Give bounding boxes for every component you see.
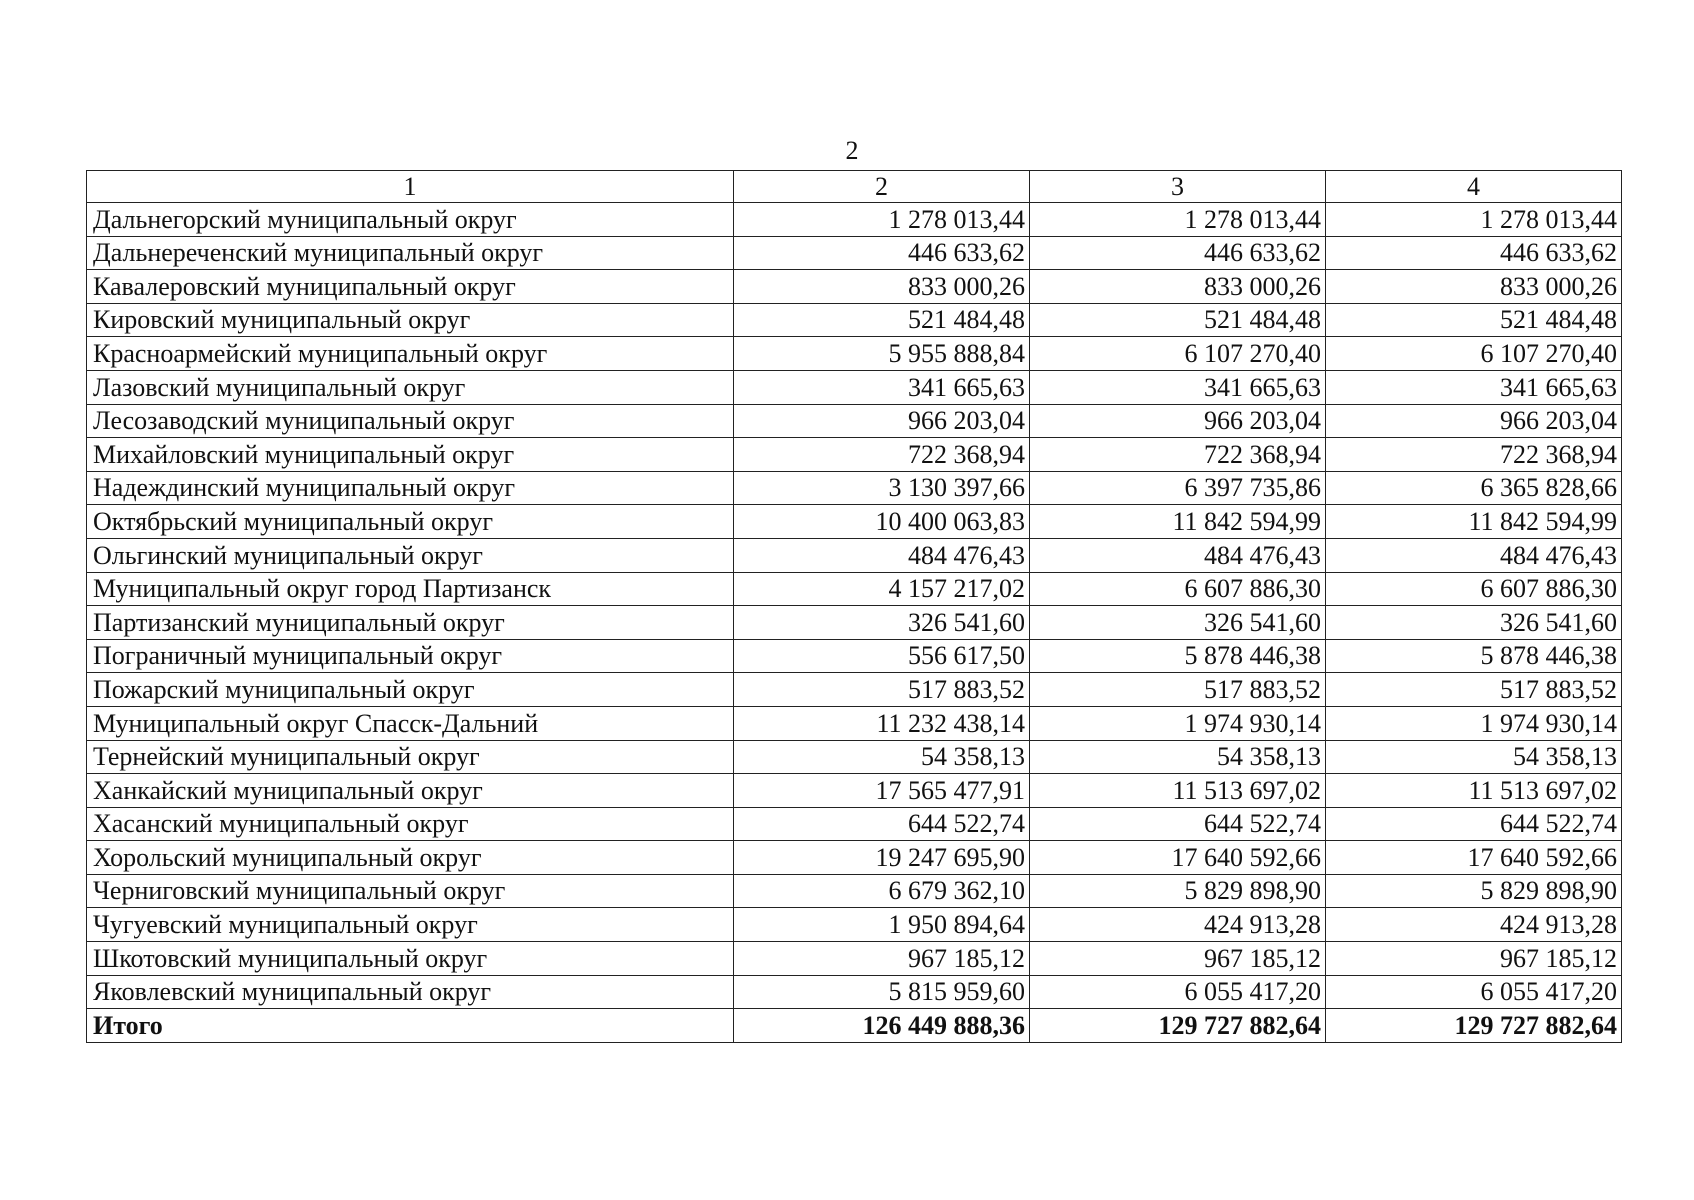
- value-cell-col2: 10 400 063,83: [734, 505, 1030, 539]
- value-cell-col2: 5 815 959,60: [734, 975, 1030, 1009]
- table-row: [87, 337, 1622, 371]
- table-row: [87, 438, 1622, 472]
- table-row: [87, 807, 1622, 841]
- value-cell-col4: 722 368,94: [1326, 438, 1622, 472]
- total-value-col4: 129 727 882,64: [1326, 1009, 1622, 1043]
- value-cell-col2: 341 665,63: [734, 370, 1030, 404]
- header-cell-4: 4: [1326, 171, 1622, 203]
- value-cell-col4: 644 522,74: [1326, 807, 1622, 841]
- value-cell-col4: 17 640 592,66: [1326, 841, 1622, 875]
- value-cell-col4: 341 665,63: [1326, 370, 1622, 404]
- table-row: [87, 236, 1622, 270]
- page-number: 2: [845, 136, 859, 165]
- municipality-name-cell: Муниципальный округ Спасск-Дальний: [87, 706, 734, 740]
- value-cell-col4: 5 878 446,38: [1326, 639, 1622, 673]
- municipality-name-cell: Дальнегорский муниципальный округ: [87, 203, 734, 237]
- value-cell-col2: 966 203,04: [734, 404, 1030, 438]
- value-cell-col4: 54 358,13: [1326, 740, 1622, 774]
- municipality-name-cell: Партизанский муниципальный округ: [87, 606, 734, 640]
- value-cell-col4: 967 185,12: [1326, 942, 1622, 976]
- value-cell-col3: 644 522,74: [1030, 807, 1326, 841]
- table-row: [87, 203, 1622, 237]
- value-cell-col4: 6 107 270,40: [1326, 337, 1622, 371]
- value-cell-col2: 722 368,94: [734, 438, 1030, 472]
- total-row: [87, 1009, 1622, 1043]
- value-cell-col4: 966 203,04: [1326, 404, 1622, 438]
- value-cell-col4: 424 913,28: [1326, 908, 1622, 942]
- table-row: [87, 404, 1622, 438]
- value-cell-col3: 6 607 886,30: [1030, 572, 1326, 606]
- value-cell-col2: 446 633,62: [734, 236, 1030, 270]
- value-cell-col3: 341 665,63: [1030, 370, 1326, 404]
- municipality-name-cell: Яковлевский муниципальный округ: [87, 975, 734, 1009]
- table-row: [87, 908, 1622, 942]
- municipality-name-cell: Чугуевский муниципальный округ: [87, 908, 734, 942]
- value-cell-col2: 517 883,52: [734, 673, 1030, 707]
- table-row: [87, 606, 1622, 640]
- value-cell-col3: 484 476,43: [1030, 538, 1326, 572]
- value-cell-col2: 967 185,12: [734, 942, 1030, 976]
- value-cell-col3: 54 358,13: [1030, 740, 1326, 774]
- header-cell-3: 3: [1030, 171, 1326, 203]
- value-cell-col2: 5 955 888,84: [734, 337, 1030, 371]
- municipality-name-cell: Ольгинский муниципальный округ: [87, 538, 734, 572]
- value-cell-col4: 6 055 417,20: [1326, 975, 1622, 1009]
- value-cell-col2: 54 358,13: [734, 740, 1030, 774]
- table-body: [87, 203, 1622, 1043]
- value-cell-col3: 6 055 417,20: [1030, 975, 1326, 1009]
- value-cell-col4: 5 829 898,90: [1326, 874, 1622, 908]
- value-cell-col2: 4 157 217,02: [734, 572, 1030, 606]
- table-row: [87, 505, 1622, 539]
- municipality-name-cell: Шкотовский муниципальный округ: [87, 942, 734, 976]
- municipality-name-cell: Муниципальный округ город Партизанск: [87, 572, 734, 606]
- municipality-name-cell: Надеждинский муниципальный округ: [87, 471, 734, 505]
- data-table: [86, 170, 1622, 1043]
- table-row: [87, 975, 1622, 1009]
- value-cell-col3: 833 000,26: [1030, 270, 1326, 304]
- value-cell-col4: 6 607 886,30: [1326, 572, 1622, 606]
- table-row: [87, 673, 1622, 707]
- value-cell-col3: 6 107 270,40: [1030, 337, 1326, 371]
- value-cell-col2: 3 130 397,66: [734, 471, 1030, 505]
- table-row: [87, 874, 1622, 908]
- municipality-name-cell: Михайловский муниципальный округ: [87, 438, 734, 472]
- value-cell-col2: 326 541,60: [734, 606, 1030, 640]
- value-cell-col2: 521 484,48: [734, 303, 1030, 337]
- municipality-name-cell: Лазовский муниципальный округ: [87, 370, 734, 404]
- municipality-name-cell: Дальнереченский муниципальный округ: [87, 236, 734, 270]
- municipality-name-cell: Пожарский муниципальный округ: [87, 673, 734, 707]
- value-cell-col2: 19 247 695,90: [734, 841, 1030, 875]
- value-cell-col4: 11 513 697,02: [1326, 774, 1622, 808]
- table-row: [87, 572, 1622, 606]
- table-row: [87, 270, 1622, 304]
- value-cell-col3: 722 368,94: [1030, 438, 1326, 472]
- value-cell-col2: 484 476,43: [734, 538, 1030, 572]
- value-cell-col4: 11 842 594,99: [1326, 505, 1622, 539]
- municipality-name-cell: Ханкайский муниципальный округ: [87, 774, 734, 808]
- value-cell-col3: 326 541,60: [1030, 606, 1326, 640]
- value-cell-col3: 1 278 013,44: [1030, 203, 1326, 237]
- total-value-col2: 126 449 888,36: [734, 1009, 1030, 1043]
- value-cell-col2: 644 522,74: [734, 807, 1030, 841]
- table-row: [87, 942, 1622, 976]
- value-cell-col3: 424 913,28: [1030, 908, 1326, 942]
- header-cell-2: 2: [734, 171, 1030, 203]
- value-cell-col2: 6 679 362,10: [734, 874, 1030, 908]
- header-cell-1: 1: [87, 171, 734, 203]
- value-cell-col3: 11 513 697,02: [1030, 774, 1326, 808]
- municipality-name-cell: Лесозаводский муниципальный округ: [87, 404, 734, 438]
- value-cell-col4: 6 365 828,66: [1326, 471, 1622, 505]
- table-row: [87, 841, 1622, 875]
- value-cell-col2: 1 950 894,64: [734, 908, 1030, 942]
- municipality-name-cell: Красноармейский муниципальный округ: [87, 337, 734, 371]
- table-row: [87, 538, 1622, 572]
- municipality-name-cell: Тернейский муниципальный округ: [87, 740, 734, 774]
- value-cell-col3: 521 484,48: [1030, 303, 1326, 337]
- municipality-name-cell: Октябрьский муниципальный округ: [87, 505, 734, 539]
- value-cell-col2: 11 232 438,14: [734, 706, 1030, 740]
- value-cell-col2: 1 278 013,44: [734, 203, 1030, 237]
- table-row: [87, 639, 1622, 673]
- value-cell-col2: 833 000,26: [734, 270, 1030, 304]
- value-cell-col3: 11 842 594,99: [1030, 505, 1326, 539]
- value-cell-col3: 517 883,52: [1030, 673, 1326, 707]
- municipality-name-cell: Кавалеровский муниципальный округ: [87, 270, 734, 304]
- table-row: [87, 774, 1622, 808]
- value-cell-col4: 517 883,52: [1326, 673, 1622, 707]
- value-cell-col4: 1 974 930,14: [1326, 706, 1622, 740]
- value-cell-col3: 6 397 735,86: [1030, 471, 1326, 505]
- value-cell-col2: 556 617,50: [734, 639, 1030, 673]
- value-cell-col3: 5 829 898,90: [1030, 874, 1326, 908]
- value-cell-col4: 446 633,62: [1326, 236, 1622, 270]
- value-cell-col3: 446 633,62: [1030, 236, 1326, 270]
- total-value-col3: 129 727 882,64: [1030, 1009, 1326, 1043]
- value-cell-col2: 17 565 477,91: [734, 774, 1030, 808]
- value-cell-col3: 5 878 446,38: [1030, 639, 1326, 673]
- value-cell-col3: 17 640 592,66: [1030, 841, 1326, 875]
- municipality-name-cell: Хорольский муниципальный округ: [87, 841, 734, 875]
- value-cell-col4: 833 000,26: [1326, 270, 1622, 304]
- value-cell-col4: 484 476,43: [1326, 538, 1622, 572]
- table-row: [87, 471, 1622, 505]
- value-cell-col3: 1 974 930,14: [1030, 706, 1326, 740]
- table-row: [87, 706, 1622, 740]
- value-cell-col4: 1 278 013,44: [1326, 203, 1622, 237]
- value-cell-col3: 967 185,12: [1030, 942, 1326, 976]
- table-row: [87, 370, 1622, 404]
- header-row: [87, 171, 1622, 203]
- value-cell-col3: 966 203,04: [1030, 404, 1326, 438]
- municipality-name-cell: Черниговский муниципальный округ: [87, 874, 734, 908]
- municipality-name-cell: Пограничный муниципальный округ: [87, 639, 734, 673]
- table-row: [87, 740, 1622, 774]
- municipality-name-cell: Хасанский муниципальный округ: [87, 807, 734, 841]
- value-cell-col4: 521 484,48: [1326, 303, 1622, 337]
- total-label-cell: Итого: [87, 1009, 734, 1043]
- municipality-name-cell: Кировский муниципальный округ: [87, 303, 734, 337]
- table-row: [87, 303, 1622, 337]
- value-cell-col4: 326 541,60: [1326, 606, 1622, 640]
